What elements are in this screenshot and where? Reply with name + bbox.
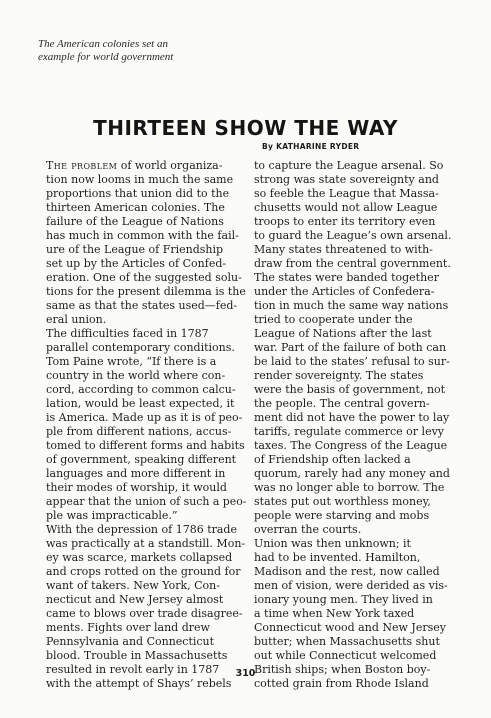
byline: By KATHARINE RYDER	[262, 142, 360, 151]
text-line: ments. Fights over land drew	[46, 621, 210, 634]
text-line: blood. Trouble in Massachusetts	[46, 649, 228, 662]
text-line: Union was then unknown; it	[254, 537, 411, 550]
text-line: thirteen American colonies. The	[46, 201, 225, 214]
text-line: tomed to different forms and habits	[46, 439, 245, 452]
text-line: ple from different nations, accus-	[46, 425, 232, 438]
text-line: ple was impracticable.”	[46, 509, 178, 522]
text-line: people were starving and mobs	[254, 509, 430, 522]
text-line: butter; when Massachusetts shut	[254, 635, 440, 648]
article-title: THIRTEEN SHOW THE WAY	[93, 116, 398, 140]
text-line: lation, would be least expected, it	[46, 397, 235, 410]
text-line: cord, according to common calcu-	[46, 383, 236, 396]
text-line: The problem of world organiza-	[46, 159, 223, 172]
text-line: be laid to the states’ refusal to sur-	[254, 355, 450, 368]
text-line: Many states threatened to with-	[254, 243, 433, 256]
text-line: tariffs, regulate commerce or levy	[254, 425, 445, 438]
text-line: appear that the union of such a peo-	[46, 495, 247, 508]
text-line: proportions that union did to the	[46, 187, 230, 200]
text-line: has much in common with the fail-	[46, 229, 239, 242]
text-line: parallel contemporary conditions.	[46, 341, 235, 354]
text-line: troops to enter its territory even	[254, 215, 436, 228]
text-line: of Friendship often lacked a	[254, 453, 411, 466]
text-line: render sovereignty. The states	[254, 369, 424, 382]
text-line: British ships; when Boston boy-	[254, 663, 431, 676]
text-line: war. Part of the failure of both can	[254, 341, 447, 354]
text-line: Connecticut wood and New Jersey	[254, 621, 446, 634]
text-line: and crops rotted on the ground for	[46, 565, 241, 578]
text-line: to capture the League arsenal. So	[254, 159, 444, 172]
text-line: set up by the Articles of Confed-	[46, 257, 227, 270]
text-line: strong was state sovereignty and	[254, 173, 439, 186]
text-line: chusetts would not allow League	[254, 201, 438, 214]
text-line: taxes. The Congress of the League	[254, 439, 448, 452]
text-line: men of vision, were derided as vis-	[254, 579, 448, 592]
text-line: had to be invented. Hamilton,	[254, 551, 421, 564]
text-line: states put out worthless money,	[254, 495, 431, 508]
text-line: League of Nations after the last	[254, 327, 432, 340]
text-line: eration. One of the suggested solu-	[46, 271, 242, 284]
text-line: same as that the states used—fed-	[46, 299, 238, 312]
text-line: ey was scarce, markets collapsed	[46, 551, 233, 564]
text-line: their modes of worship, it would	[46, 481, 227, 494]
text-line: under the Articles of Confedera-	[254, 285, 435, 298]
text-line: tion now looms in much the same	[46, 173, 234, 186]
text-line: out while Connecticut welcomed	[254, 649, 437, 662]
text-line: draw from the central government.	[254, 257, 451, 270]
right-column	[254, 159, 454, 691]
text-line: to guard the League’s own arsenal.	[254, 229, 452, 242]
text-line: Tom Paine wrote, “If there is a	[46, 355, 217, 368]
text-line: a time when New York taxed	[254, 607, 415, 620]
text-line: ionary young men. They lived in	[254, 593, 433, 606]
text-line: is America. Made up as it is of peo-	[46, 411, 243, 424]
text-line: was practically at a standstill. Mon-	[46, 537, 246, 550]
text-line: came to blows over trade disagree-	[46, 607, 243, 620]
text-line: was no longer able to borrow. The	[254, 481, 445, 494]
text-line: quorum, rarely had any money and	[254, 467, 450, 480]
text-line: tion in much the same way nations	[254, 299, 449, 312]
text-line: necticut and New Jersey almost	[46, 593, 224, 606]
text-line: Pennsylvania and Connecticut	[46, 635, 215, 648]
text-line: Madison and the rest, now called	[254, 565, 440, 578]
text-line: country in the world where con-	[46, 369, 226, 382]
text-line: tried to cooperate under the	[254, 313, 413, 326]
text-line: with the attempt of Shays’ rebels	[46, 677, 232, 690]
text-line: failure of the League of Nations	[46, 215, 224, 228]
left-column	[46, 159, 246, 691]
text-line: languages and more different in	[46, 467, 226, 480]
text-line: of government, speaking different	[46, 453, 237, 466]
text-line: eral union.	[46, 313, 107, 326]
kicker-line-1: The American colonies set an	[38, 38, 168, 50]
kicker	[38, 38, 278, 64]
kicker-line-2: example for world government	[38, 51, 174, 63]
text-line: The states were banded together	[254, 271, 439, 284]
text-line: tions for the present dilemma is the	[46, 285, 246, 298]
text-line: The difficulties faced in 1787	[46, 327, 209, 340]
text-line: With the depression of 1786 trade	[46, 523, 237, 536]
text-line: the people. The central govern-	[254, 397, 430, 410]
lead-in: The problem	[46, 159, 118, 172]
text-line: want of takers. New York, Con-	[46, 579, 220, 592]
text-line: cotted grain from Rhode Island	[254, 677, 429, 690]
text-line: ure of the League of Friendship	[46, 243, 224, 256]
text-line: were the basis of government, not	[254, 383, 446, 396]
text-line: resulted in revolt early in 1787	[46, 663, 220, 676]
text-line: overran the courts.	[254, 523, 362, 536]
page-number: 310	[235, 668, 256, 679]
text-line: so feeble the League that Massa-	[254, 187, 439, 200]
text-line: ment did not have the power to lay	[254, 411, 450, 424]
